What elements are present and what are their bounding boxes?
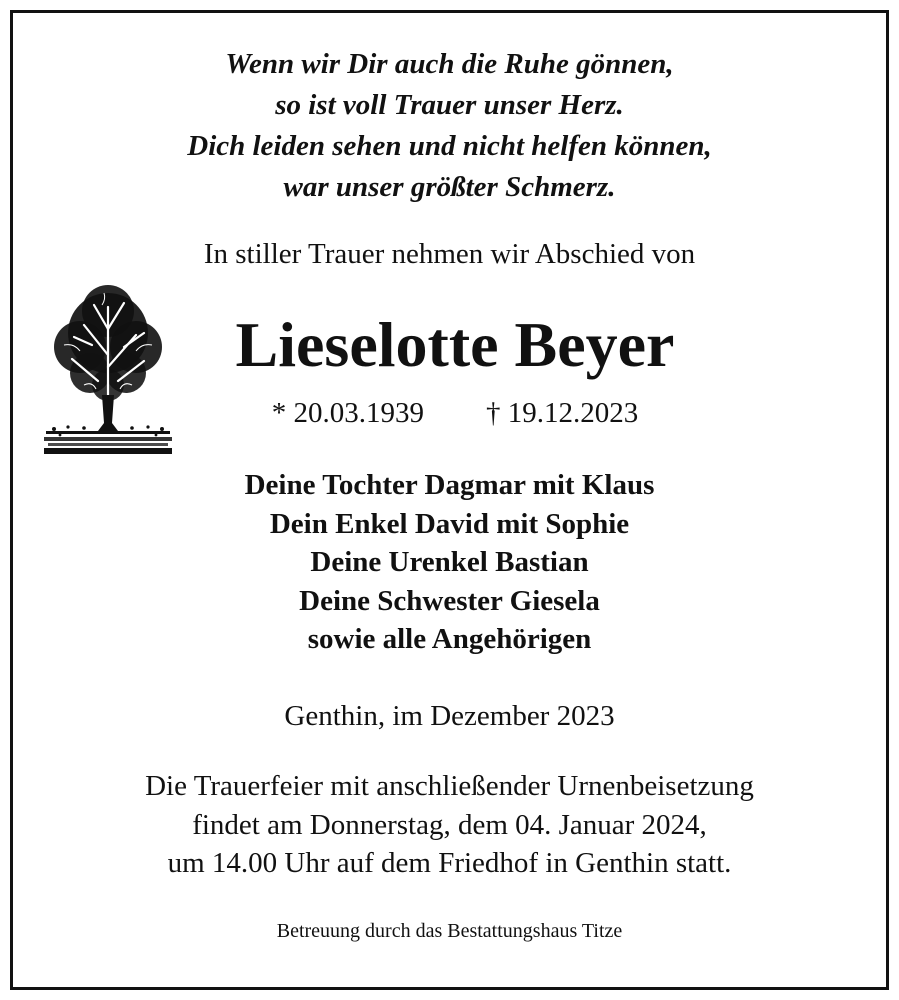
- tree-icon: [44, 285, 172, 457]
- memorial-poem: [13, 44, 886, 208]
- place-and-date: Genthin, im Dezember 2023: [284, 700, 615, 732]
- mourner-line: Deine Schwester Giesela: [299, 584, 600, 617]
- intro-text: In stiller Trauer nehmen wir Abschied von: [203, 238, 696, 270]
- life-dates: [160, 393, 750, 433]
- mourner-line: Dein Enkel David mit Sophie: [269, 507, 630, 540]
- deceased-name: Lieselotte Beyer: [235, 309, 675, 380]
- birth-date: * 20.03.1939: [271, 397, 424, 429]
- death-date: † 19.12.2023: [486, 397, 639, 429]
- poem-line: Dich leiden sehen und nicht helfen können,: [187, 130, 712, 162]
- mourners-list: [13, 466, 886, 659]
- poem-line: Wenn wir Dir auch die Ruhe gönnen,: [225, 48, 674, 80]
- ceremony-line: findet am Donnerstag, dem 04. Januar 2024,: [192, 808, 707, 841]
- mourner-line: Deine Urenkel Bastian: [310, 546, 589, 578]
- undertaker-credit: Betreuung durch das Bestattungshaus Titze: [276, 920, 623, 942]
- poem-line: so ist voll Trauer unser Herz.: [275, 89, 624, 121]
- ceremony-line: Die Trauerfeier mit anschließender Urnenbeisetzung: [145, 770, 754, 802]
- ceremony-line: um 14.00 Uhr auf dem Friedhof in Genthin statt.: [167, 847, 732, 879]
- mourner-line: Deine Tochter Dagmar mit Klaus: [244, 469, 655, 501]
- poem-line: war unser größter Schmerz.: [283, 171, 616, 203]
- mourner-line: sowie alle Angehörigen: [307, 623, 592, 655]
- ceremony-info: [13, 767, 886, 883]
